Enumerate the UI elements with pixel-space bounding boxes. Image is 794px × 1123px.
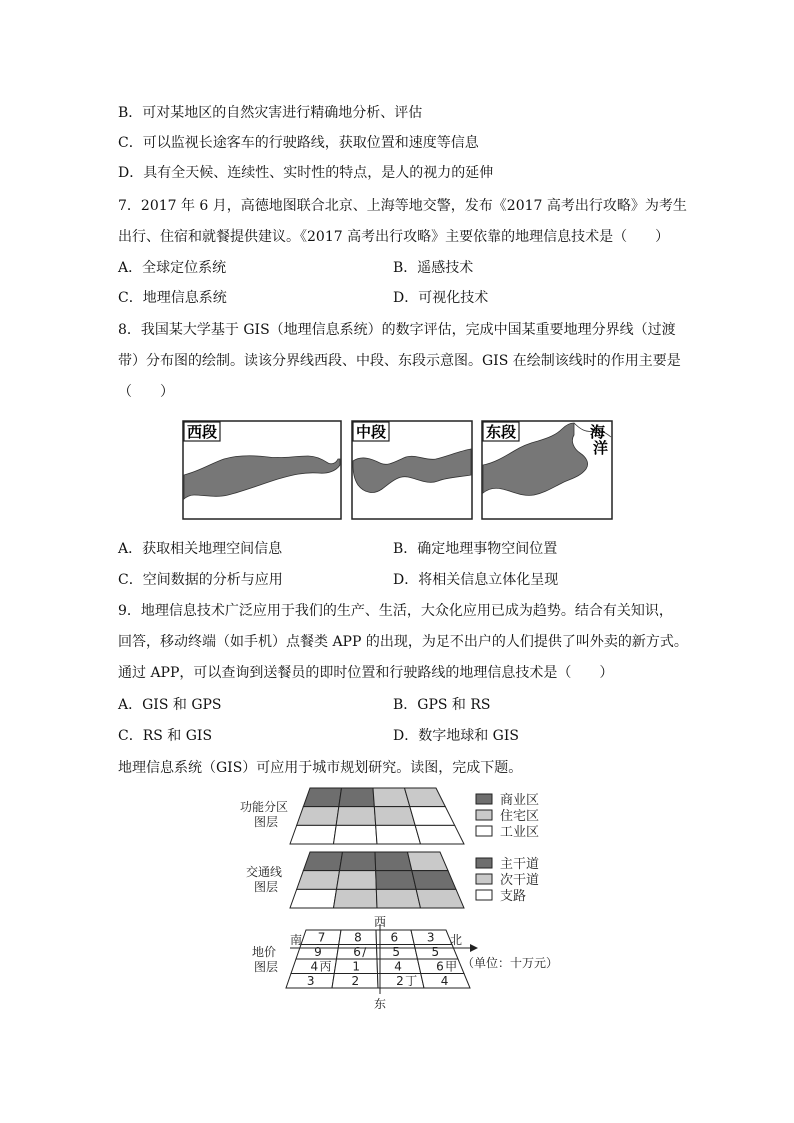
layer1-title-line1: 功能分区 <box>240 800 289 814</box>
road-cell <box>290 889 337 908</box>
zone-cell <box>405 788 446 807</box>
road-cell <box>337 871 377 890</box>
q9-stem-line-3: 通过 APP，可以查询到送餐员的即时位置和行驶路线的地理信息技术是（ ） <box>118 665 614 681</box>
land-price-value: 3 <box>426 930 435 945</box>
land-price-value: 4 <box>440 973 449 988</box>
q8-option-c: C．空间数据的分析与应用 <box>118 572 283 588</box>
zone-cell <box>339 788 374 807</box>
legend-commercial-swatch <box>476 794 492 804</box>
layer1-title-line2: 图层 <box>254 815 279 829</box>
zone-cell <box>334 825 378 844</box>
zone-cell <box>336 807 376 826</box>
q6-option-d: D．具有全天候、连续性、实时性的特点，是人的视力的延伸 <box>118 165 494 181</box>
land-price-value: 4 <box>310 959 319 974</box>
road-cell <box>303 852 342 871</box>
land-price-value: 9 <box>314 944 322 959</box>
q7-option-c: C．地理信息系统 <box>118 290 227 306</box>
boundary-segments-figure <box>182 419 614 523</box>
legend-main-road-swatch <box>476 858 492 868</box>
q8-option-b: B．确定地理事物空间位置 <box>393 541 558 557</box>
zone-cell <box>297 807 339 826</box>
unit-label: （单位：十万元） <box>462 956 559 970</box>
legend-industrial-swatch <box>476 826 492 836</box>
land-price-mark: 丙 <box>319 959 332 974</box>
land-price-layer <box>252 915 558 1011</box>
gis-layers-figure <box>236 784 566 1014</box>
road-cell <box>416 889 464 908</box>
land-price-mark: 丁 <box>405 973 418 988</box>
legend-secondary-road-swatch <box>476 874 492 884</box>
direction-west: 西 <box>374 915 387 929</box>
zone-cell <box>410 807 455 826</box>
map-middle-label: 中段 <box>356 423 387 441</box>
q7-option-d: D．可视化技术 <box>393 290 489 306</box>
land-price-value: 6 <box>436 959 444 974</box>
land-price-value: 3 <box>306 973 315 988</box>
q9-stem-line-2: 回答，移动终端（如手机）点餐类 APP 的出现，为足不出户的人们提供了叫外卖的新方式。 <box>118 634 688 650</box>
q9-option-b: B．GPS 和 RS <box>393 697 491 713</box>
road-cell <box>376 871 417 890</box>
q7-option-b: B．遥感技术 <box>393 260 474 276</box>
q7-stem-line-1: 7．2017 年 6 月，高德地图联合北京、上海等地交警，发布《2017 高考出行攻略》为考生 <box>118 198 687 214</box>
land-price-value: 6 <box>353 944 361 959</box>
q8-stem-line-3: （ ） <box>118 384 174 400</box>
q8-option-a: A．获取相关地理空间信息 <box>118 541 283 557</box>
legend-branch-road: 支路 <box>500 889 527 904</box>
q8-stem-line-1: 8．我国某大学基于 GIS（地理信息系统）的数字评估，完成中国某重要地理分界线（过渡 <box>118 322 676 338</box>
functional-zone-layer <box>240 788 539 844</box>
map-east-label: 东段 <box>486 423 517 441</box>
road-cell <box>408 852 449 871</box>
direction-east: 东 <box>374 997 387 1011</box>
q9-option-c: C．RS 和 GIS <box>118 728 213 744</box>
road-cell <box>334 889 378 908</box>
legend-main-road: 主干道 <box>500 857 540 872</box>
land-price-value: 8 <box>354 930 362 945</box>
zone-cell <box>373 788 410 807</box>
road-cell <box>340 852 376 871</box>
land-price-value: 4 <box>394 959 402 974</box>
direction-south: 南 <box>290 933 303 947</box>
q8-stem-line-2: 带）分布图的绘制。读该分界线西段、中段、东段示意图。GIS 在绘制该线时的作用主要是 <box>118 353 681 369</box>
road-cell <box>297 871 340 890</box>
layer2-title-line1: 交通线 <box>246 865 283 879</box>
zone-cell <box>303 788 341 807</box>
road-cell <box>375 852 412 871</box>
road-cell <box>412 871 456 890</box>
land-price-value: 1 <box>352 959 360 974</box>
land-price-mark: ∕ <box>362 944 367 959</box>
legend-industrial: 工业区 <box>500 825 540 840</box>
land-price-mark: 甲 <box>445 959 458 974</box>
q7-option-a: A．全球定位系统 <box>118 260 227 276</box>
sea-label-2: 洋 <box>593 439 609 457</box>
q9-stem-line-1: 9．地理信息技术广泛应用于我们的生产、生活，大众化应用已成为趋势。结合有关知识， <box>118 603 673 619</box>
direction-north: 北 <box>450 933 463 947</box>
legend-residential-swatch <box>476 810 492 820</box>
zone-cell <box>415 825 464 844</box>
q6-option-c: C．可以监视长途客车的行驶路线，获取位置和速度等信息 <box>118 135 479 151</box>
q9-option-a: A．GIS 和 GPS <box>118 697 222 713</box>
layer3-title-line1: 地价 <box>252 945 277 959</box>
map-west-label: 西段 <box>187 423 218 441</box>
land-price-value: 7 <box>317 930 326 945</box>
q8-option-d: D．将相关信息立体化呈现 <box>393 572 559 588</box>
land-price-value: 5 <box>392 944 400 959</box>
land-price-value: 6 <box>390 930 399 945</box>
land-price-value: 2 <box>396 973 404 988</box>
road-cell <box>376 889 420 908</box>
land-price-value: 2 <box>351 973 360 988</box>
legend-commercial: 商业区 <box>500 793 540 808</box>
legend-residential: 住宅区 <box>500 809 540 824</box>
zone-cell <box>290 825 336 844</box>
q7-stem-line-2: 出行、住宿和就餐提供建议。《2017 高考出行攻略》主要依靠的地理信息技术是（ ） <box>118 229 670 245</box>
north-arrow-icon <box>470 944 478 952</box>
layer2-title-line2: 图层 <box>254 880 279 894</box>
q6-option-b: B．可对某地区的自然灾害进行精确地分析、评估 <box>118 105 423 121</box>
land-price-value: 5 <box>431 944 440 959</box>
zone-cell <box>374 807 415 826</box>
map-west-segment <box>183 421 341 519</box>
legend-secondary-road: 次干道 <box>500 873 540 888</box>
map-middle-segment <box>352 421 472 519</box>
q9-option-d: D．数字地球和 GIS <box>393 728 519 744</box>
sea-label-1: 海 <box>590 423 606 441</box>
transport-layer <box>246 852 539 908</box>
layer3-title-line2: 图层 <box>254 960 279 974</box>
gis-intro-text: 地理信息系统（GIS）可应用于城市规划研究。读图，完成下题。 <box>118 760 523 776</box>
legend-branch-road-swatch <box>476 890 492 900</box>
map-east-segment <box>482 421 612 519</box>
zone-cell <box>376 825 421 844</box>
